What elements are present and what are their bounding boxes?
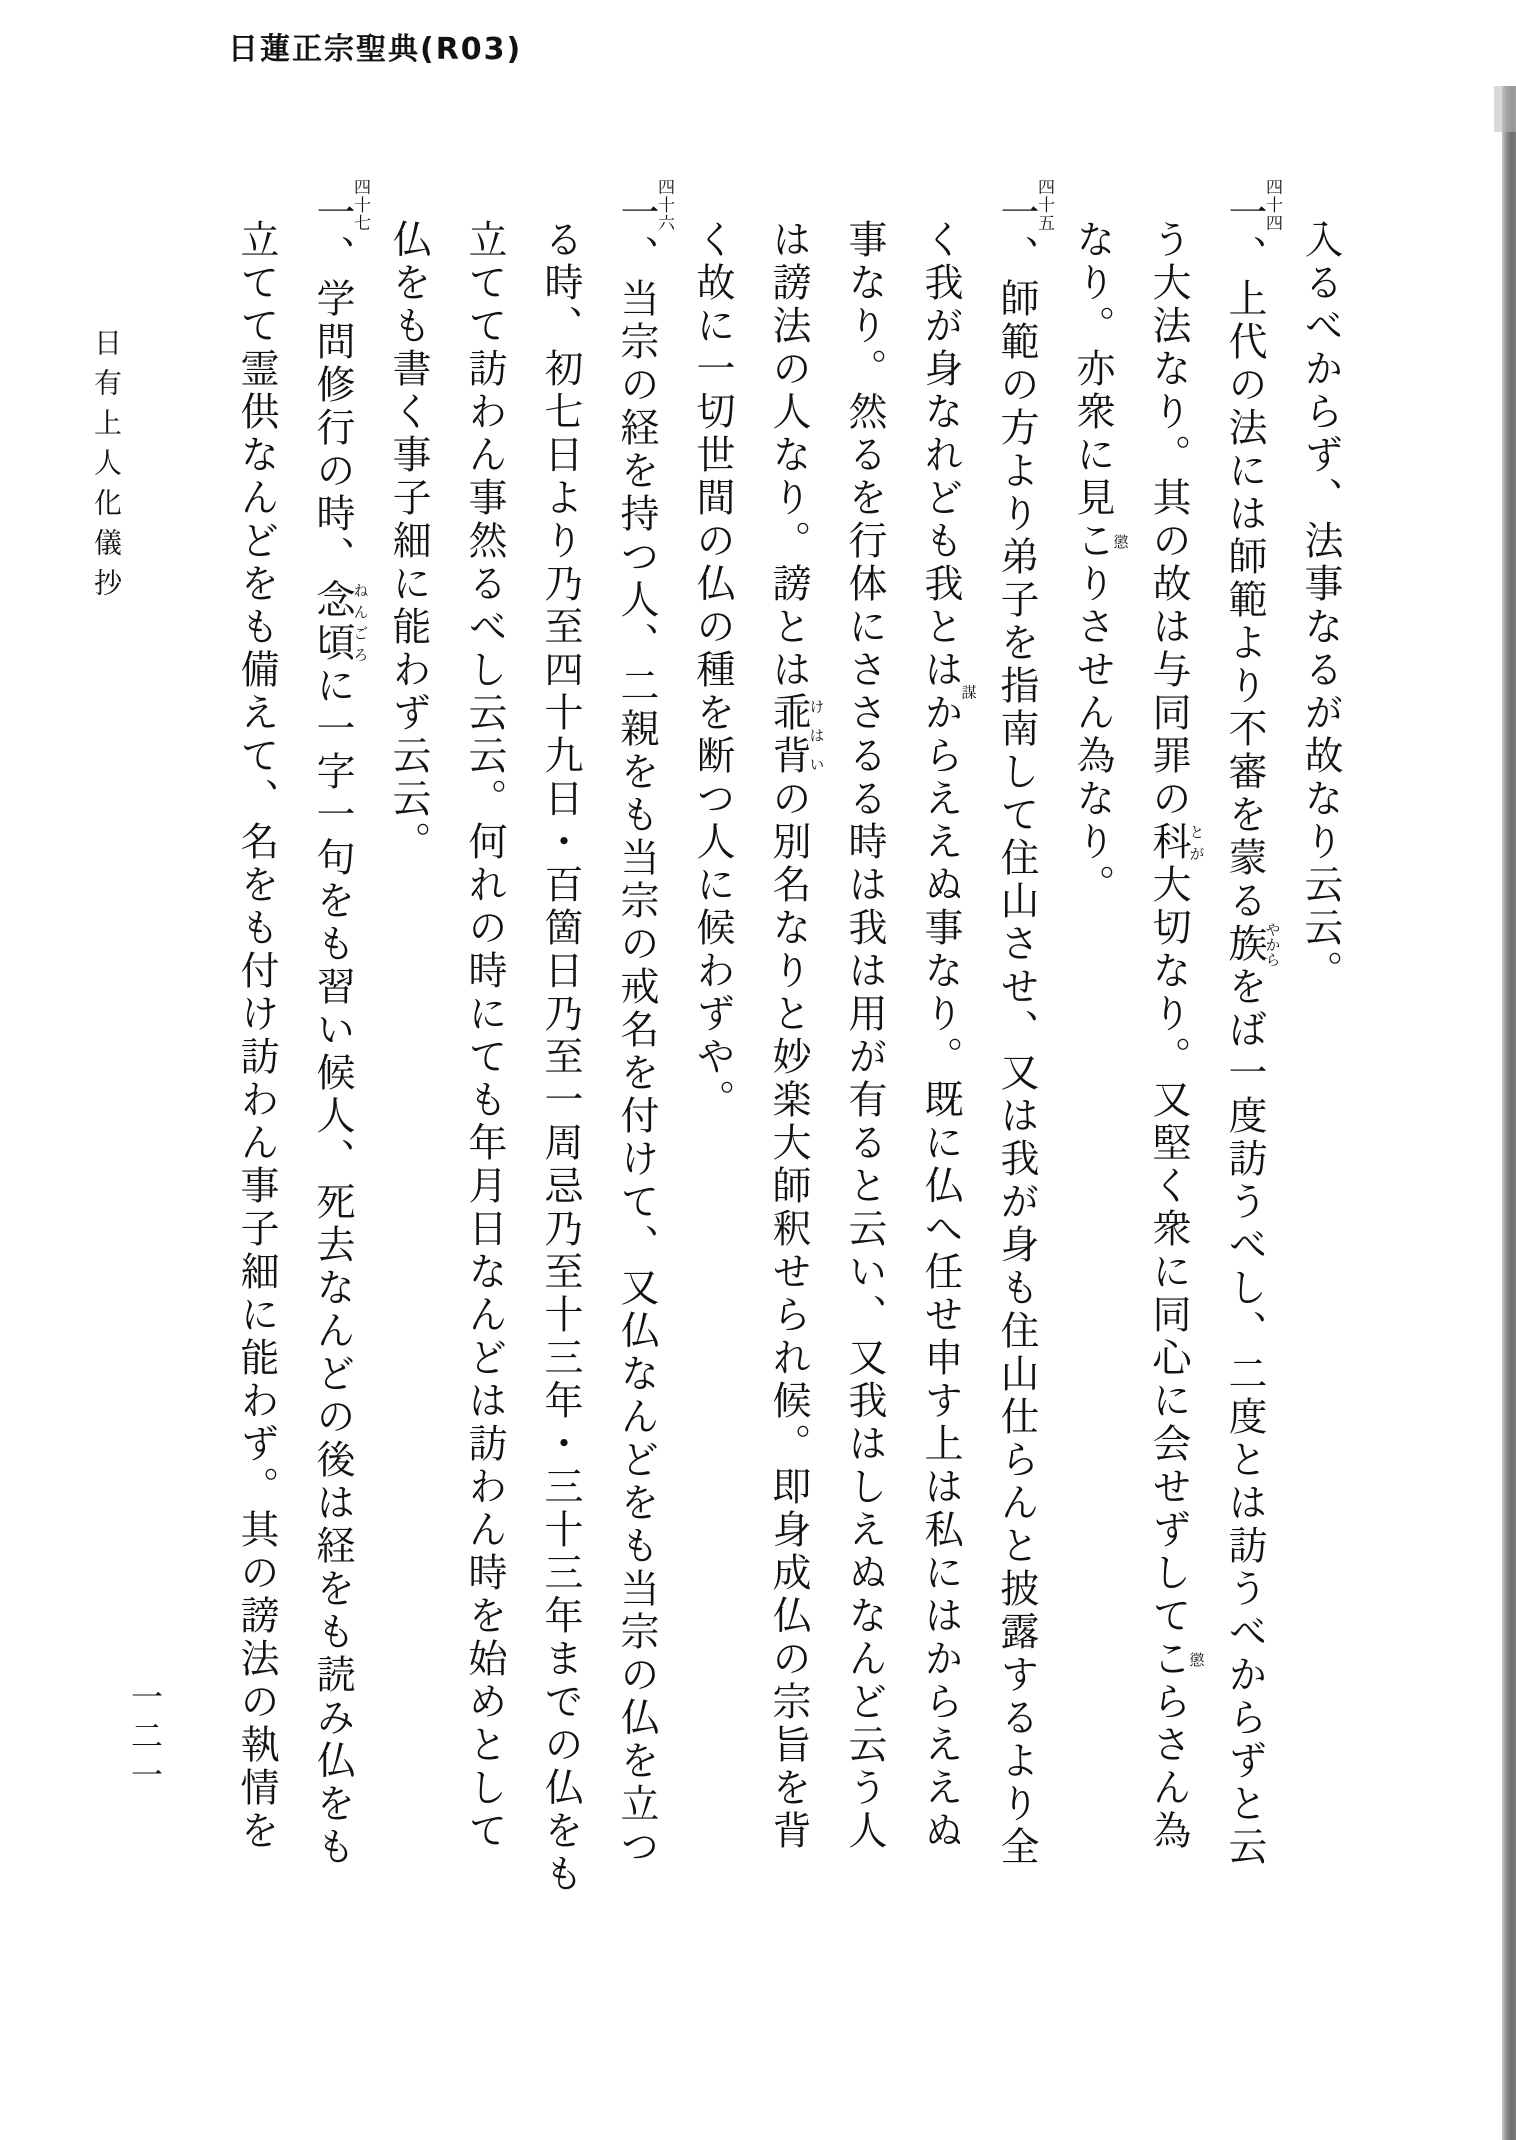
text-column: 入るべからず、法事なるが故なり云云。	[1298, 219, 1343, 993]
section-number: 四十七	[350, 178, 370, 232]
text-column: なり。亦衆に見こ懲りさせん為なり。	[1070, 219, 1130, 907]
section-start-column: 四十四 一、上代の法には師範より不審を蒙る族やからをば一度訪うべし、二度とは訪うべからずと云	[1222, 178, 1282, 1869]
ruby-annotated-text: はか謀	[918, 649, 978, 735]
section-number: 四十五	[1034, 178, 1054, 232]
page-number: 一二一	[126, 1680, 164, 1797]
ruby-annotated-text: 念頃ねんごろ	[310, 579, 370, 665]
running-head: 日蓮正宗聖典(R03)	[228, 32, 523, 67]
ruby-annotated-text: こ懲	[1146, 1638, 1206, 1681]
text-column: 立てて霊供なんどをも備えて、名をも付け訪わん事子細に能わず。其の謗法の執情を	[234, 219, 279, 1853]
text-columns	[218, 178, 1358, 1932]
section-number: 四十六	[654, 178, 674, 232]
ruby-annotated-text: 乖背けはい	[766, 692, 826, 778]
text-column: 事なり。然るを行体にささるる時は我は用が有ると云い、又我はしえぬなんど云う人	[842, 219, 887, 1853]
text-column: は謗法の人なり。謗とは乖背けはいの別名なりと妙楽大師釈せられ候。即身成仏の宗旨を背	[766, 219, 826, 1853]
text-column: る時、初七日より乃至四十九日・百箇日乃至一周忌乃至十三年・三十三年までの仏をも	[538, 219, 583, 1896]
section-start-column: 四十五 一、師範の方より弟子を指南して住山させ、又は我が身も住山仕らんと披露するより全	[994, 178, 1054, 1869]
scan-edge-artifact-cap	[1494, 86, 1516, 132]
section-number: 四十四	[1262, 178, 1282, 232]
ruby-annotated-text: 科とが	[1146, 821, 1206, 864]
text-column: 立てて訪わん事然るべし云云。何れの時にても年月日なんどは訪わん時を始めとして	[462, 219, 507, 1853]
section-start-column: 四十六 一、当宗の経を持つ人、二親をも当宗の戒名を付けて、又仏なんどをも当宗の仏を立つ	[614, 178, 674, 1869]
text-column: 仏をも書く事子細に能わず云云。	[386, 219, 431, 864]
scan-edge-artifact	[1502, 86, 1516, 2140]
ruby-annotated-text: こ懲	[1070, 520, 1130, 563]
ruby-annotated-text: 族やから	[1222, 922, 1282, 967]
text-column: う大法なり。其の故は与同罪の科とが大切なり。又堅く衆に同心に会せずしてこ懲らさん為	[1146, 219, 1206, 1853]
margin-book-title: 日有上人化儀抄	[90, 328, 123, 608]
text-column: く我が身なれども我とはか謀らええぬ事なり。既に仏へ任せ申す上は私にはからええぬ	[918, 219, 978, 1853]
text-column: く故に一切世間の仏の種を断つ人に候わずや。	[690, 219, 735, 1122]
section-start-column: 四十七 一、学問修行の時、念頃ねんごろに一字一句をも習い候人、死去なんどの後は経をも読み仏をも	[310, 178, 370, 1869]
